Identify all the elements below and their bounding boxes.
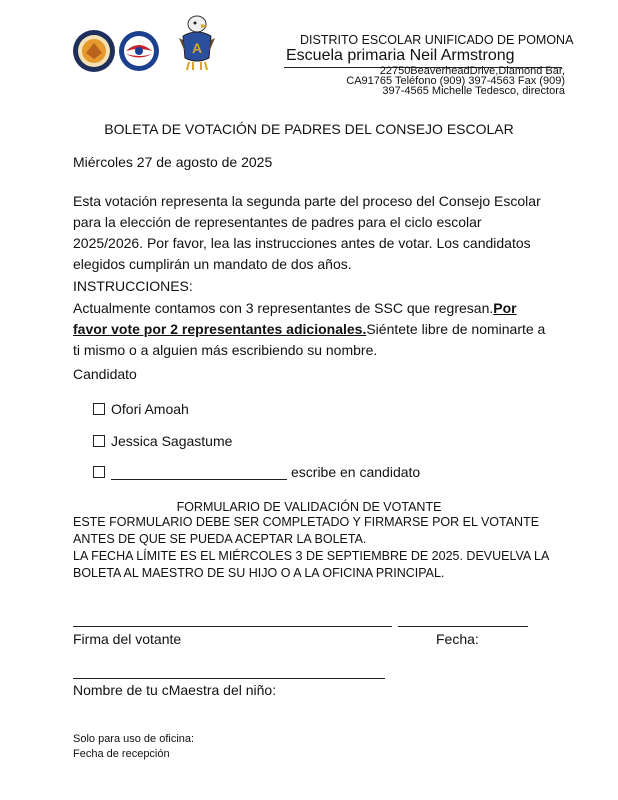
write-in-blank-line[interactable] <box>111 465 287 480</box>
validation-form-text <box>73 514 553 582</box>
school-name: Escuela primaria Neil Armstrong <box>286 47 515 64</box>
candidate-checkbox[interactable] <box>93 435 105 447</box>
validation-form-line: ANTES DE QUE SE PUEDA ACEPTAR LA BOLETA. <box>73 532 367 546</box>
teacher-name-label: Nombre de tu cMaestra del niño: <box>73 682 277 698</box>
ballot-title: BOLETA DE VOTACIÓN DE PADRES DEL CONSEJO ESCOLAR <box>104 121 514 137</box>
instructions-text-after: Siéntete libre de nominarte a ti mismo o a alguien más escribiendo su nombre. <box>73 321 546 358</box>
validation-form-title: FORMULARIO DE VALIDACIÓN DE VOTANTE <box>176 500 442 514</box>
svg-text:A: A <box>191 40 203 56</box>
validation-form-line: LA FECHA LÍMITE ES EL MIÉRCOLES 3 DE SEPTIEMBRE DE 2025. DEVUELVA LA <box>73 549 550 563</box>
candidate-option[interactable] <box>93 433 232 449</box>
candidate-option[interactable] <box>93 401 189 417</box>
signature-date-label: Fecha: <box>436 631 479 647</box>
ballot-date: Miércoles 27 de agosto de 2025 <box>73 154 273 170</box>
school-seal-logo <box>118 29 160 73</box>
address-line: 397-4565 Michelle Tedesco, directora <box>382 85 565 97</box>
candidate-name: Jessica Sagastume <box>111 433 233 449</box>
instructions-text-before: Actualmente contamos con 3 representantes de SSC que regresan. <box>73 300 494 316</box>
office-use-label: Solo para uso de oficina: <box>73 733 195 745</box>
candidate-checkbox[interactable] <box>93 403 105 415</box>
instructions-heading: INSTRUCCIONES: <box>73 278 193 294</box>
write-in-checkbox[interactable] <box>93 466 105 478</box>
intro-paragraph: Esta votación representa la segunda parte del proceso del Consejo Escolar para la elección de representantes de padres para el ciclo escolar 2025/2026. Por favor, lea las instrucciones antes de votar. Los candidatos elegidos cumplirán un mandato de dos años. <box>73 193 541 272</box>
school-address <box>300 66 565 96</box>
district-name: DISTRITO ESCOLAR UNIFICADO DE POMONA <box>300 33 574 47</box>
voter-signature-label: Firma del votante <box>73 631 182 647</box>
eagle-mascot-logo <box>175 14 219 72</box>
candidates-heading: Candidato <box>73 366 137 382</box>
received-date-label: Fecha de recepción <box>73 748 170 760</box>
signature-date-line[interactable] <box>398 626 528 627</box>
validation-form-line: ESTE FORMULARIO DEBE SER COMPLETADO Y FIRMARSE POR EL VOTANTE <box>73 515 540 529</box>
teacher-name-line[interactable] <box>73 678 385 679</box>
district-seal-logo <box>72 29 116 73</box>
instructions-text <box>73 298 553 361</box>
candidate-name: Ofori Amoah <box>111 401 189 417</box>
write-in-label: escribe en candidato <box>291 464 421 480</box>
address-line: 22750BeaverheadDrive,Diamond Bar, <box>379 65 565 77</box>
instructions-emphasis: Por favor vote por 2 representantes adicionales. <box>73 300 517 337</box>
address-line: CA91765 Teléfono (909) 397-4563 Fax (909) <box>346 75 565 87</box>
write-in-option[interactable] <box>93 464 420 480</box>
voter-signature-line[interactable] <box>73 626 392 627</box>
validation-form-line: BOLETA AL MAESTRO DE SU HIJO O A LA OFICINA PRINCIPAL. <box>73 566 445 580</box>
